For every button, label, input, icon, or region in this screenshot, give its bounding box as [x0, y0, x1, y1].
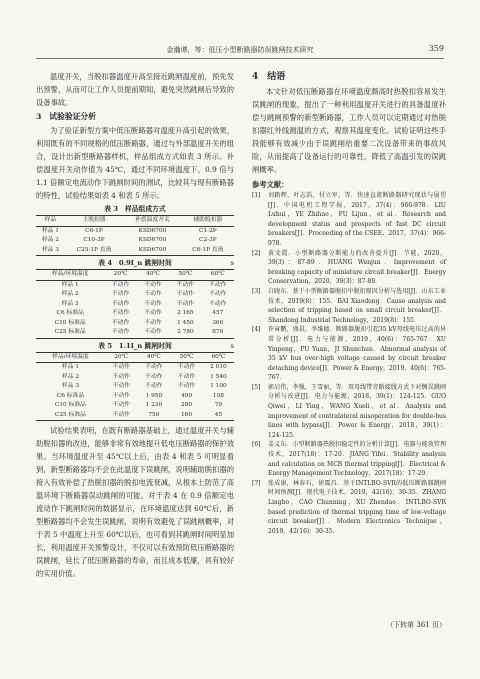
table-cell: 不动作: [112, 411, 130, 418]
table-cell: 样品 3: [61, 383, 80, 389]
table-row: [36, 319, 234, 329]
table-cell: 1 950: [145, 392, 163, 399]
table-header-cell: 50℃: [178, 271, 193, 277]
table-cell: C25-1P 直流: [76, 246, 112, 253]
table-cell: 1 450: [177, 319, 194, 326]
table-cell: 不动作: [176, 291, 195, 297]
table-cell: 不动作: [176, 300, 195, 307]
table-row: [36, 328, 234, 338]
table-row: [36, 411, 234, 421]
right-column: [252, 70, 446, 536]
table-cell: 不动作: [111, 329, 130, 335]
table-cell: 样品 1: [61, 364, 80, 370]
table-cell: C6 标准品: [56, 310, 84, 316]
reference-text: 许寅鹏，盛晨，李维德．断路器脱扣引起35 kV母线电压过高的异常分析[J]．电力与能源，2019，40(6)：765-767．XU Yinpeng，PU Yuan，JI Shunchun．Abnormal analysis of 35 kV bus over-high voltage caused by circuit breaker detaching device[J]．Power & Energy，2019，40(6)：765-767．: [268, 326, 446, 382]
reference-text: 姜义东．小型断路器热脱扣稳定性的分析计算[J]．电器与能效管理技术，2017(18)：17-20．JIANG Yifei．Stability analysis and calculation on MCB thermal tripping[J]．Electrical & Energy Management Technology，2017(18)：17-20．: [268, 441, 446, 478]
table-cell: C10 标准品: [54, 402, 86, 408]
table-cell: 不动作: [145, 383, 163, 389]
table-header-row: [36, 216, 234, 227]
reference-number: [2]: [252, 249, 261, 257]
table-row: [36, 280, 234, 290]
table-cell: 样品 3: [61, 300, 79, 307]
table-row: [36, 226, 234, 236]
table-cell: 108: [212, 392, 224, 399]
table-4: [36, 258, 234, 339]
table-header-cell: 20℃: [114, 353, 129, 360]
table-header-cell: 50℃: [179, 353, 194, 360]
table-5-grid: [36, 352, 234, 422]
table-cell: C25 标准品: [54, 329, 86, 335]
test-paragraph: 为了验证新型方案中低压断路器对温度升高引起的效果，利用既有的不同规格的低压断路器，通过与外部温度开关的组合，设计出新型断路器样机，样品组成方式如表 3 所示。补偿温度开关动作值为 45℃，通过不同环境温度下，0.9 倍与 1.1 倍额定电流动作下跳闸时间的测试，比较其与现有断路器的特性，试验结果如表 4 和表 5 所示。: [36, 126, 234, 200]
table-cell: 样品 2: [61, 373, 80, 380]
table-cell: 不动作: [177, 364, 196, 370]
table-cell: 750: [148, 411, 160, 418]
reference-number: [7]: [252, 479, 261, 487]
table-header-cell: 60℃: [211, 353, 226, 360]
table-cell: C25 标准品: [54, 411, 86, 418]
table-cell: 不动作: [112, 364, 130, 370]
reference-item: [252, 249, 446, 287]
table-row: [36, 290, 234, 300]
reference-number: [1]: [252, 192, 261, 199]
continued-note: （下转第 361 页）: [386, 621, 446, 629]
table-5-unit: s: [230, 341, 234, 350]
table-cell: 870: [212, 329, 224, 335]
table-cell: 70: [214, 402, 223, 408]
table-cell: 45: [214, 411, 223, 418]
table-header-cell: 样品/环境温度: [52, 353, 89, 360]
table-cell: 2 165: [177, 310, 194, 316]
table-cell: 不动作: [144, 300, 162, 307]
table-3-grid: [36, 215, 234, 256]
table-4-unit: s: [230, 259, 234, 267]
table-cell: 样品 3: [41, 246, 59, 253]
table-cell: 360: [212, 319, 224, 326]
section-4-heading: 4 结语: [252, 72, 286, 82]
table-5-caption-row: [36, 341, 234, 352]
table-header-cell: 辅助脱扣器: [193, 217, 223, 223]
table-row: [36, 401, 234, 411]
reference-text: 白晓东．基于小型断路器脱扣中脱扣原因分析与选用[J]．山东工业技术，2019(8)：155．BAI Xiaodong．Cause analysis and selection of tripping based on small circuit breaker[J]．Shandong Industrial Technology，2019(8)：155．: [268, 287, 446, 324]
table-row: [36, 382, 234, 392]
table-cell: 不动作: [144, 291, 162, 297]
table-cell: C10 标准品: [54, 319, 86, 326]
table-4-grid: [36, 269, 234, 339]
table-4-caption-row: [36, 258, 234, 269]
table-4-caption: 表 4 0.9I_n 跳闸时间: [98, 259, 172, 267]
table-cell: 不动作: [209, 300, 227, 307]
reference-number: [6]: [252, 441, 261, 449]
intro-paragraph: 温度开关，当脱扣器温度升高至接近跳闸温度前，预先发出预警，从而可让工作人员提前期知，避免突然跳闸后导致的设备事故。: [36, 72, 234, 107]
table-row: [36, 300, 234, 310]
reference-item: [252, 287, 446, 325]
table-cell: 不动作: [145, 373, 163, 380]
table-cell: 1 540: [210, 373, 227, 380]
page-number: 359: [428, 44, 444, 53]
table-cell: 160: [180, 411, 193, 418]
table-cell: KSD6700: [138, 237, 167, 243]
table-cell: 不动作: [111, 291, 130, 297]
table-row: [36, 363, 234, 373]
table-cell: 不动作: [111, 319, 130, 326]
table-cell: C6-1P: [85, 227, 103, 234]
table-cell: 不动作: [177, 383, 196, 389]
reference-text: 郭启伟，李强，王雪丽，等．双母线带旁路接线方式下对侧误跳闸分析与改进[J]．电力与能源，2018，39(1)：124-125．GUO Qiwei，LI Ying，WANG Xueli，et al．Analysis and improvement of contralateral misoperation for double-bus lines with bypass[J]．Power & Energy，2018，39(1)：124-125．: [268, 383, 446, 439]
table-cell: 不动作: [144, 281, 162, 288]
table-cell: 不动作: [144, 310, 162, 316]
reference-text: 刘路辉，叶志浩，付立军，等．快速直流断路器研究现状与展望[J]．中国电机工程学报，2017，37(4)：966-978．LIU Luhui，YE Zhihao，FU Lijun，et al．Research and development status and prospects of fast DC circuit breakers[J]．Proceeding of the CSEE，2017，37(4)：966-978．: [268, 192, 446, 247]
table-row: [36, 373, 234, 383]
table-cell: 400: [180, 392, 193, 399]
table-cell: 样品 1: [41, 227, 59, 234]
table-cell: 样品 2: [41, 237, 59, 243]
reference-item: [252, 325, 446, 383]
table-cell: C1-2P: [199, 227, 217, 234]
table-cell: C10-3P: [83, 237, 105, 243]
table-cell: 不动作: [112, 373, 130, 380]
table-header-cell: 40℃: [146, 353, 161, 360]
table-cell: 样品 2: [61, 291, 79, 297]
table-cell: 不动作: [209, 281, 227, 288]
table-cell: 不动作: [112, 392, 130, 399]
table-5: [36, 341, 234, 422]
table-cell: 1 100: [210, 383, 227, 389]
table-cell: 280: [180, 402, 193, 408]
reference-item: [252, 479, 446, 537]
table-cell: 样品 1: [61, 281, 79, 288]
running-title: 金瀚谭，等：低压小型断路器防误跳闸技术研究: [166, 46, 314, 54]
table-3: [36, 204, 234, 256]
table-cell: 不动作: [145, 364, 163, 370]
results-paragraph: 试验结果表明，在既有断路器基础上，通过温度开关与辅助脱扣器的改进，能够非常有效地提升低电压断路器的保护效果。当环境温度升至 45℃以上后，由表 4 和表 5 可明显看到，新型断路器均不会在此温度下误跳闸，说明辅助脱扣器的接入有效补偿了热脱扣器的脱扣电流衰减，从根本上防范了高温环境下断路器误动跳闸的可能。对于表 4 在 0.9 倍额定电流动作下跳闸时间的数据显示，在环境温度达到 60℃后，新型断路器均不会发生误跳闸，说明有效避免了误跳闸概率，对于表 5 中温度上升至 60℃以后，也可看到其跳闸时间明显加长，利用温度开关预警设计，不仅可以有效预防低压断路器的误跳闸，延长了低压断路器的寿命，而且成本低廉，具有较好的实用价值。: [36, 426, 234, 578]
references-heading: 参考文献：: [252, 180, 289, 189]
table-header-cell: 主脱扣器: [82, 217, 106, 223]
reference-list: [252, 191, 446, 536]
table-cell: 不动作: [176, 281, 195, 288]
table-header-cell: 样品: [44, 217, 57, 223]
table-cell: C6-1P 直流: [192, 246, 224, 253]
table-cell: 457: [212, 310, 224, 316]
table-cell: 不动作: [177, 373, 196, 380]
table-row: [36, 309, 234, 319]
table-cell: 1 230: [145, 402, 163, 408]
table-cell: C2-3P: [199, 237, 217, 243]
table-cell: 不动作: [111, 300, 130, 307]
reference-text: 张成康，林春石，徐震昌．基于INTLBO-SVR的低压断路器跳闸时间预测[J]．现代电子技术，2019，42(16)：30-35．ZHANG Lingbo，CAO Chunning，XU Zhendao．INTLBO-SVR based prediction of thermal tripping time of low-voltage circuit breaker[J]．Modern Electronics Technique，2019，42(16)：30-35．: [268, 479, 446, 535]
table-cell: 2 780: [177, 329, 194, 335]
table-row: [36, 236, 234, 246]
running-header: [36, 44, 444, 59]
reference-item: [252, 440, 446, 478]
table-cell: C6 标准品: [56, 392, 85, 399]
table-cell: 不动作: [112, 383, 130, 389]
reference-number: [5]: [252, 383, 261, 391]
table-cell: 2 010: [210, 364, 227, 370]
reference-item: [252, 191, 446, 249]
table-header-cell: 40℃: [146, 271, 160, 277]
table-3-caption: 表 3 样品组成方式: [104, 205, 166, 213]
table-header-cell: 样品/环境温度: [51, 271, 89, 277]
reference-text: 黄文霞．小型断路器分断能力的改善提升[J]．节能，2020，39(3)：87-89．HUANG Wenjun．Improvement of breaking capacity of miniature circuit breaker[J]．Energy Conservation，2020，39(3)：87-89．: [268, 249, 446, 286]
table-cell: KSD6700: [138, 246, 167, 253]
table-cell: 不动作: [144, 319, 162, 326]
table-cell: 不动作: [144, 329, 162, 335]
table-cell: 不动作: [209, 291, 227, 297]
reference-number: [3]: [252, 287, 261, 295]
table-header-cell: 20℃: [113, 271, 128, 277]
table-cell: 不动作: [112, 402, 130, 408]
table-header-row: [36, 352, 234, 363]
table-cell: KSD6700: [138, 227, 167, 234]
left-column: [36, 70, 234, 580]
section-3-heading: 3 试验验证分析: [36, 112, 97, 121]
table-row: [36, 246, 234, 256]
reference-number: [4]: [252, 326, 261, 334]
table-row: [36, 392, 234, 402]
table-header-row: [36, 270, 234, 281]
reference-item: [252, 383, 446, 441]
conclusion-paragraph: 本文针对低压断路器在环境温度颇高时热脱扣容易发生误跳闸的现象，提出了一种利用温度开关进行的具备温度补偿与跳闸预警的新型断路器，工作人员可以定期通过对热脱扣器红外线测温的方式，观察其温度变化。试验证明这些手段能够有效减少由于误跳闸给重要二次设备带来的事故风险，从而提高了设备运行的可靠性，降低了高温引发的误跳闸概率。: [252, 87, 446, 174]
table-cell: 不动作: [111, 281, 130, 288]
table-header-cell: 补偿温度开关: [135, 217, 170, 223]
table-5-caption: 表 5 1.1I_n 跳闸时间: [98, 341, 172, 350]
table-cell: 不动作: [111, 310, 130, 316]
table-header-cell: 60℃: [210, 271, 225, 277]
